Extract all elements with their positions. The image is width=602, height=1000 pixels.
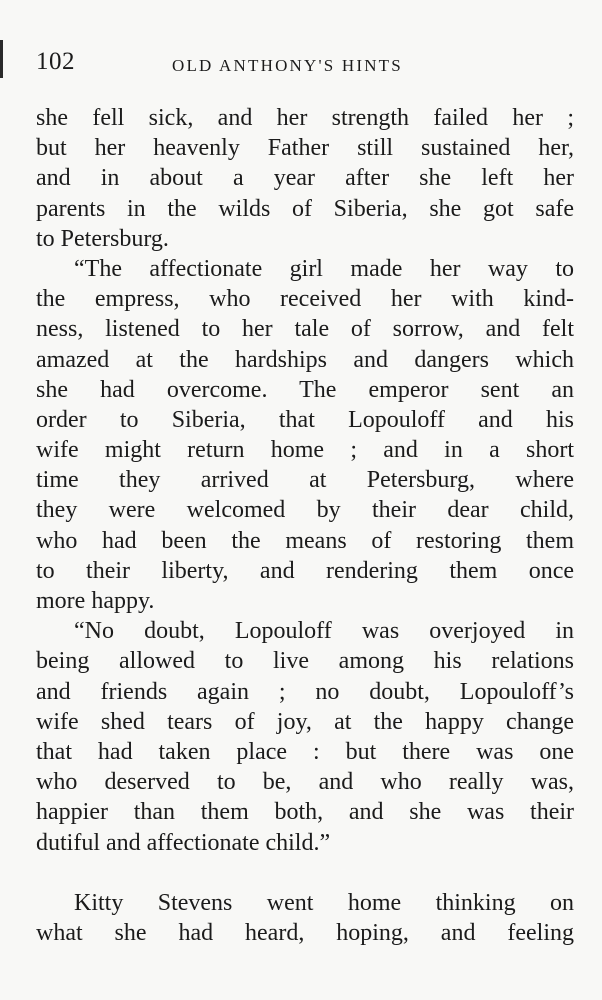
page-header [36,48,576,82]
text-line: amazed at the hardships and dangers which [36,346,574,373]
body-text [36,103,574,948]
text-line: the empress, who received her with kind- [36,286,574,313]
text-line: she fell sick, and her strength failed her ; [36,105,574,131]
text-line: that had taken place : but there was one [36,738,574,765]
text-line: they were welcomed by their dear child, [36,497,574,524]
text-line: Kitty Stevens went home thinking on [74,889,574,916]
text-line: ness, listened to her tale of sorrow, and felt [36,316,574,343]
text-line: but her heavenly Father still sustained her, [36,135,574,162]
text-line: order to Siberia, that Lopouloff and his [36,406,574,433]
text-line: what she had heard, hoping, and feeling [36,919,574,946]
text-line: dutiful and affectionate child.” [36,829,331,856]
text-line: she had overcome. The emperor sent an [36,376,574,403]
page-edge-mark [0,40,3,78]
text-line: to Petersburg. [36,225,169,252]
text-line: “No doubt, Lopouloff was overjoyed in [74,618,574,645]
text-line: wife might return home ; and in a short [36,437,574,464]
text-line: parents in the wilds of Siberia, she got safe [36,195,574,222]
text-line: who had been the means of restoring them [36,527,574,554]
text-line: to their liberty, and rendering them once [36,557,574,584]
text-line: and in about a year after she left her [36,165,574,192]
paragraph-gap [36,858,574,888]
text-line: happier than them both, and she was their [36,799,574,826]
text-line: wife shed tears of joy, at the happy change [36,708,574,735]
text-line: being allowed to live among his relations [36,648,574,675]
page-number: 102 [36,48,75,75]
text-line: time they arrived at Petersburg, where [36,467,574,494]
running-title: OLD ANTHONY'S HINTS [172,56,403,75]
text-line: more happy. [36,588,155,614]
text-line: and friends again ; no doubt, Lopouloff’s [36,678,574,705]
text-line: who deserved to be, and who really was, [36,769,574,796]
text-line: “The affectionate girl made her way to [74,255,574,282]
